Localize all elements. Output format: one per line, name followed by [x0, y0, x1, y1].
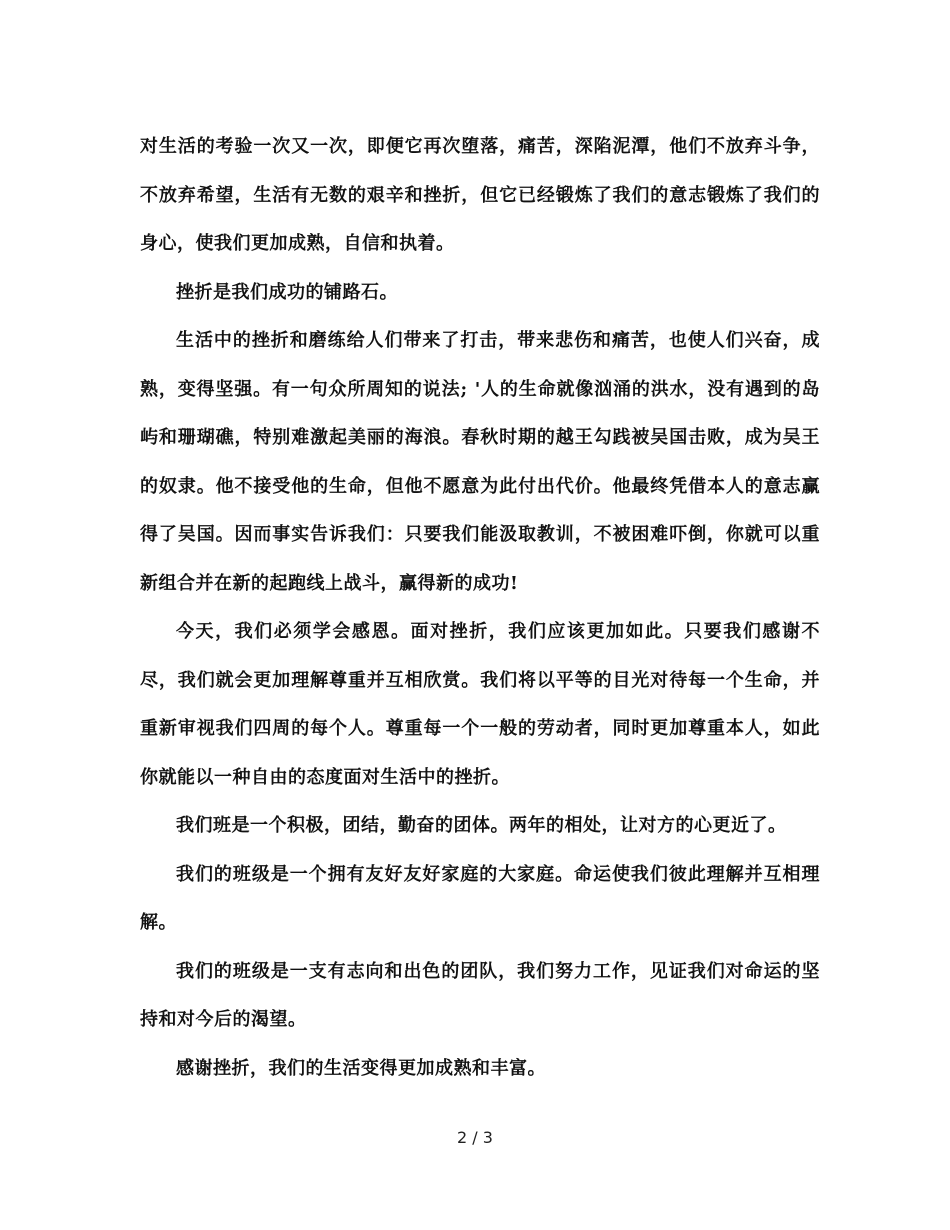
- paragraph-2: 挫折是我们成功的铺路石。: [176, 281, 398, 303]
- paragraph-7: 我们的班级是一支有志向和出色的团队，我们努力工作，见证我们对命运的坚持和对今后的渴望。: [140, 960, 820, 1030]
- paragraph-4: 今天，我们必须学会感恩。面对挫折，我们应该更加如此。只要我们感谢不尽，我们就会更加理解尊重并互相欣赏。我们将以平等的目光对待每一个生命，并重新审视我们四周的每个人。尊重每一个一般的劳动者，同时更加尊重本人，如此你就能以一种自由的态度面对生活中的挫折。: [140, 621, 820, 788]
- paragraph-5: 我们班是一个积极，团结，勤奋的团体。两年的相处，让对方的心更近了。: [176, 815, 787, 836]
- page-number: 2 / 3: [457, 1128, 493, 1147]
- document-body: [140, 123, 820, 1093]
- paragraph-6: 我们的班级是一个拥有友好友好家庭的大家庭。命运使我们彼此理解并互相理解。: [140, 863, 820, 933]
- paragraph-8: 感谢挫折，我们的生活变得更加成熟和丰富。: [176, 1057, 546, 1079]
- paragraph-1: 对生活的考验一次又一次，即便它再次堕落，痛苦，深陷泥潭，他们不放弃斗争，不放弃希望，生活有无数的艰辛和挫折，但它已经锻炼了我们的意志锻炼了我们的身心，使我们更加成熟，自信和执着。: [140, 136, 820, 254]
- paragraph-3: 生活中的挫折和磨练给人们带来了打击，带来悲伤和痛苦，也使人们兴奋，成熟，变得坚强。有一句众所周知的说法; '人的生命就像汹涌的洪水，没有遇到的岛屿和珊瑚礁，特别难激起美丽的海浪。春秋时期的越王勾践被吴国击败，成为吴王的奴隶。他不接受他的生命，但他不愿意为此付出代价。他最终凭借本人的意志赢得了吴国。因而事实告诉我们：只要我们能汲取教训，不被困难吓倒，你就可以重新组合并在新的起跑线上战斗，赢得新的成功!: [140, 330, 820, 594]
